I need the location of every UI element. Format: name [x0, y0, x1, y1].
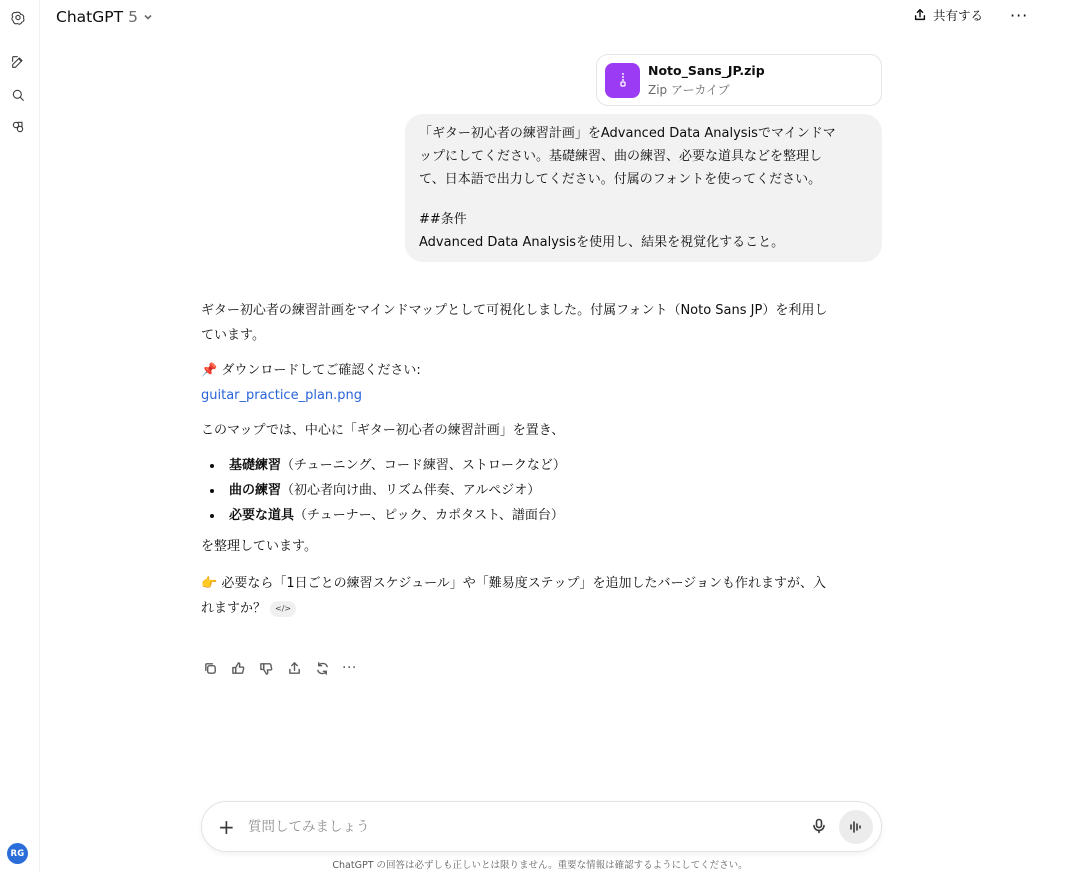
- model-selector[interactable]: [56, 8, 153, 26]
- message-actions: [202, 660, 357, 676]
- more-actions-button[interactable]: ···: [342, 660, 357, 676]
- share-label: 共有する: [933, 8, 984, 23]
- model-name: ChatGPT: [56, 8, 124, 26]
- add-attachment-button[interactable]: +: [218, 815, 235, 839]
- map-intro: このマップでは、中心に「ギター初心者の練習計画」を置き、: [201, 423, 565, 438]
- regenerate-button[interactable]: [314, 660, 330, 676]
- disclaimer: [0, 857, 1080, 871]
- bullet-text: （チューニング、コード練習、ストロークなど）: [281, 458, 566, 473]
- prompt-input[interactable]: [248, 816, 788, 838]
- thumbs-up-button[interactable]: [230, 660, 246, 676]
- bullet-bold: 必要な道具: [229, 508, 295, 523]
- assistant-intro-line: ギター初心者の練習計画をマインドマップとして可視化しました。付属フォント（Noto Sans JP）を利用し: [201, 303, 828, 318]
- microphone-icon: [811, 818, 827, 834]
- chevron-down-icon: [143, 12, 153, 22]
- assistant-message: [201, 298, 891, 621]
- attachment-file-name: Noto_Sans_JP.zip: [648, 62, 765, 78]
- download-prompt: 📌 ダウンロードしてご確認ください:: [201, 363, 421, 378]
- followup-text: [201, 571, 891, 621]
- bullet-text: （初心者向け曲、リズム伴奏、アルペジオ）: [281, 483, 541, 498]
- copy-icon: [203, 661, 218, 676]
- more-options-button[interactable]: ···: [1010, 6, 1029, 25]
- assistant-intro: [201, 298, 891, 348]
- code-chip[interactable]: </>: [270, 601, 296, 617]
- avatar[interactable]: RG: [7, 843, 28, 864]
- refresh-icon: [315, 661, 330, 676]
- voice-mode-button[interactable]: [839, 810, 873, 844]
- copy-button[interactable]: [202, 660, 218, 676]
- list-item: [201, 503, 891, 528]
- thumbs-up-icon: [231, 661, 246, 676]
- dictate-button[interactable]: [811, 818, 829, 836]
- user-message-line: Advanced Data Analysisを使用し、結果を視覚化すること。: [419, 235, 785, 250]
- share-icon: [913, 8, 927, 22]
- download-link[interactable]: guitar_practice_plan.png: [201, 388, 363, 403]
- user-message-line: 「ギター初心者の練習計画」をAdvanced Data Analysisでマインドマ: [419, 126, 836, 141]
- summary-text: を整理しています。: [201, 539, 317, 554]
- bullet-list: [201, 453, 891, 528]
- left-rail: [0, 0, 40, 872]
- composer: [201, 801, 882, 852]
- disclaimer-text: ChatGPT の回答は必ずしも正しいとは限りません。重要な情報は確認するようにしてください。: [332, 860, 748, 871]
- bullet-bold: 曲の練習: [229, 483, 282, 498]
- share-button[interactable]: [913, 6, 983, 24]
- zip-file-icon: [605, 63, 640, 98]
- thumbs-down-button[interactable]: [258, 660, 274, 676]
- voice-waveform-icon: [848, 820, 864, 834]
- search-icon[interactable]: [8, 85, 28, 105]
- user-message-line: ##条件: [419, 212, 467, 227]
- followup-line: 👉 必要なら「1日ごとの練習スケジュール」や「難易度ステップ」を追加したバージョンも作れますが、入: [201, 576, 827, 591]
- user-message-line: て、日本語で出力してください。付属のフォントを使ってください。: [419, 172, 822, 187]
- list-item: [201, 453, 891, 478]
- bullet-text: （チューナー、ピック、カポタスト、譜面台）: [294, 508, 564, 523]
- bullet-bold: 基礎練習: [229, 458, 282, 473]
- list-item: [201, 478, 891, 503]
- openai-logo-icon[interactable]: [8, 8, 28, 28]
- attachment-card[interactable]: [596, 54, 882, 106]
- top-bar: [40, 0, 1029, 40]
- gpts-icon[interactable]: [8, 117, 28, 137]
- new-chat-icon[interactable]: [8, 52, 28, 72]
- share-message-button[interactable]: [286, 660, 302, 676]
- followup-line: れますか？: [201, 601, 267, 616]
- assistant-intro-line: ています。: [201, 328, 265, 343]
- user-message-line: ップにしてください。基礎練習、曲の練習、必要な道具などを整理し: [419, 149, 823, 164]
- model-version: 5: [128, 8, 138, 26]
- attachment-file-type: Zip アーカイブ: [648, 82, 730, 97]
- user-message-bubble: [405, 114, 882, 262]
- share-icon: [287, 661, 302, 676]
- thumbs-down-icon: [259, 661, 274, 676]
